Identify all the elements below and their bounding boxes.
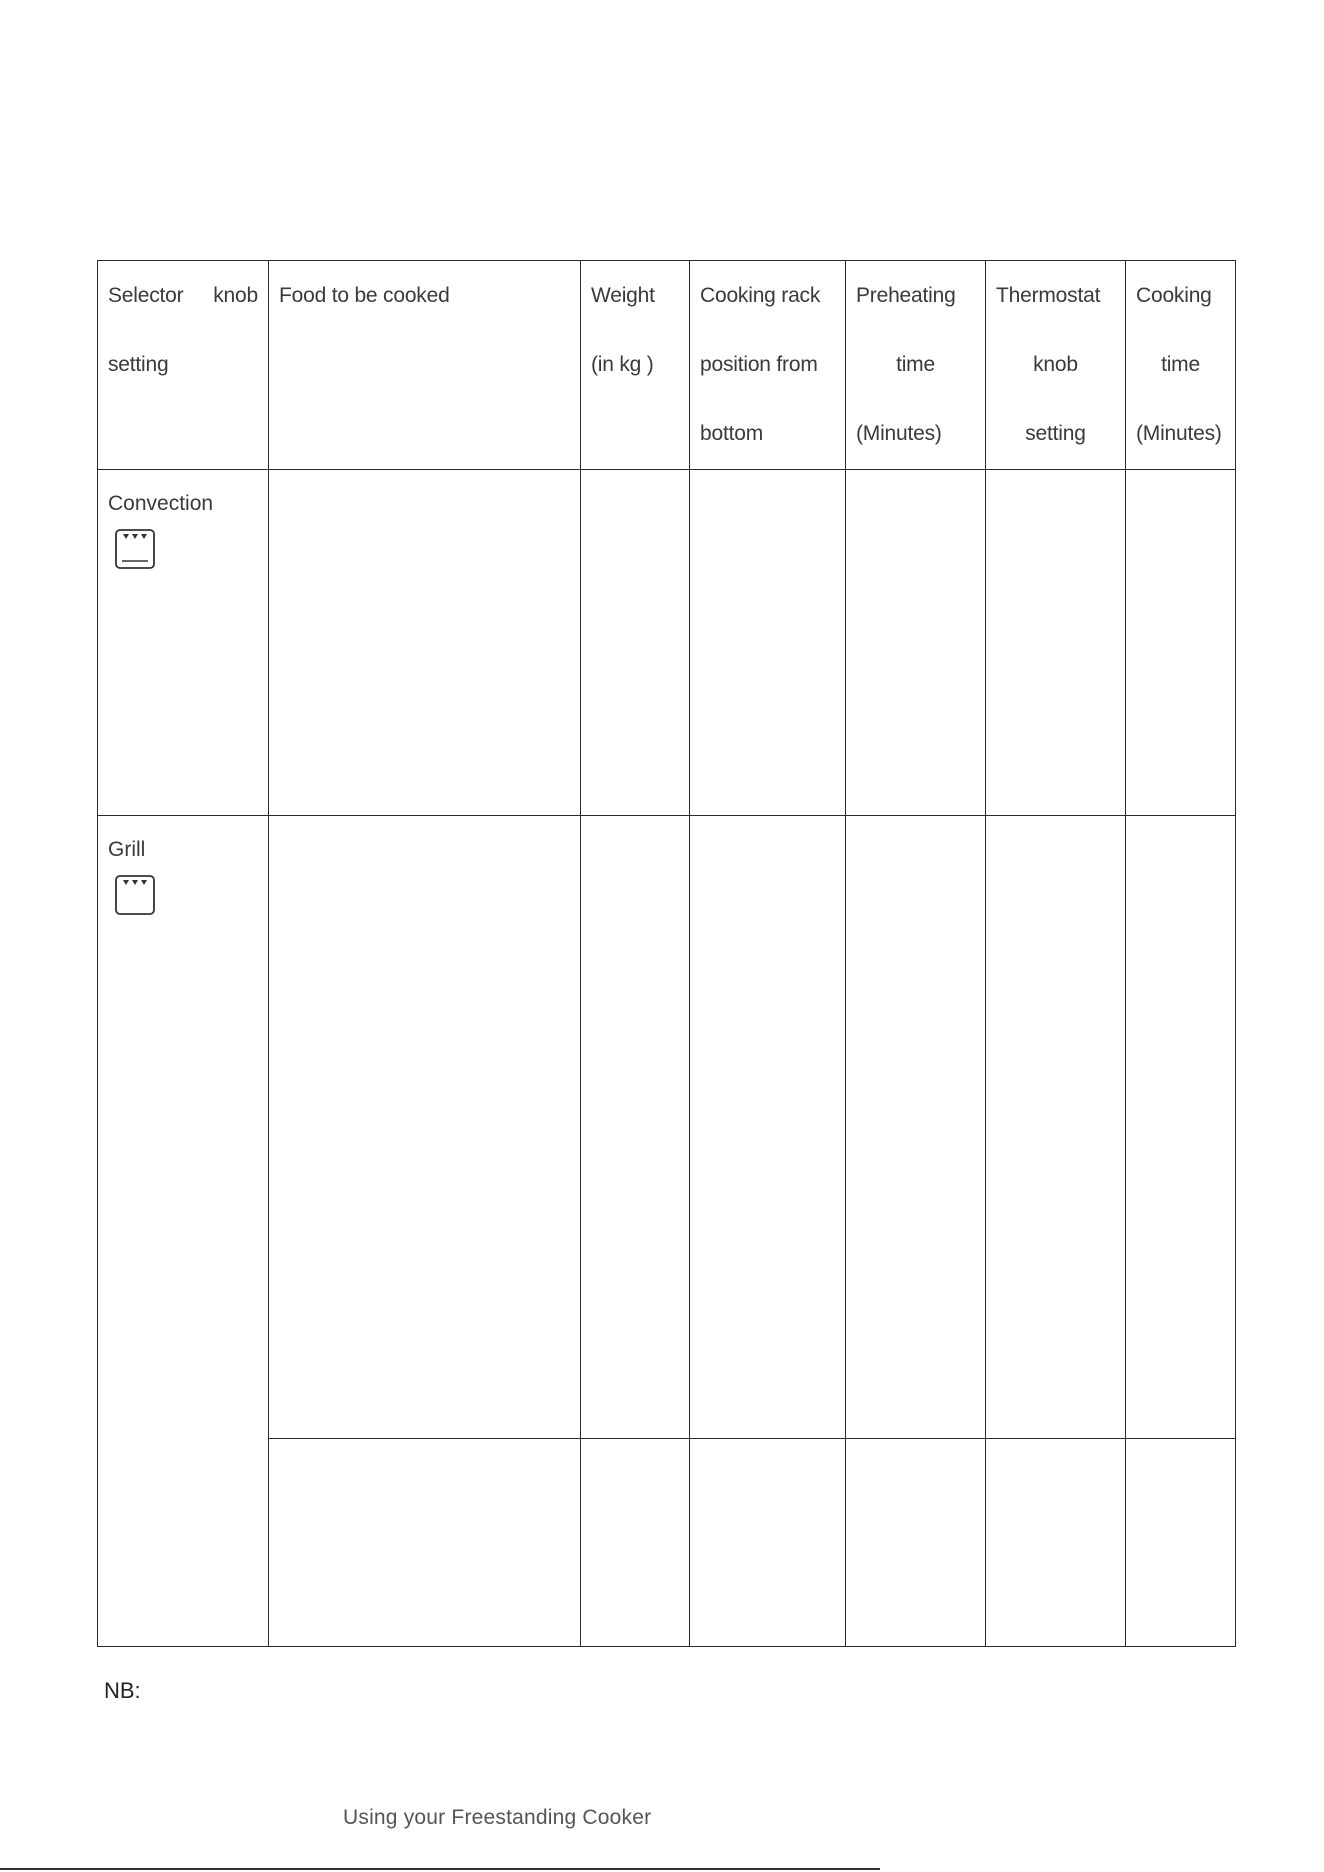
header-thermostat-line-1: Thermostat [996, 284, 1101, 307]
header-cooking-line-2: time [1161, 353, 1200, 376]
header-cooking-time [1126, 261, 1236, 470]
grill-thermostat-cell-1 [986, 816, 1126, 1439]
mode-label-convection: Convection [108, 492, 214, 515]
header-food [269, 261, 581, 470]
header-weight-line-2: (in kg ) [591, 353, 654, 376]
header-preheat [846, 261, 986, 470]
header-weight [581, 261, 690, 470]
header-cooking-line-1: Cooking [1136, 284, 1212, 307]
header-selector-word-3: setting [108, 353, 169, 376]
table-row-grill-2 [98, 1439, 1236, 1647]
grill-preheat-cell-1 [846, 816, 986, 1439]
page-footer-title: Using your Freestanding Cooker [343, 1806, 652, 1829]
grill-food-cell-2 [269, 1439, 581, 1647]
header-selector-word-1: Selector [108, 284, 184, 307]
grill-rack-cell-2 [690, 1439, 846, 1647]
cooking-table [97, 260, 1236, 1647]
convection-thermostat-cell [986, 470, 1126, 816]
header-preheat-line-2: time [896, 353, 935, 376]
convection-time-cell [1126, 470, 1236, 816]
header-thermostat-line-2: knob [1033, 353, 1078, 376]
oven-grill-icon [114, 874, 156, 916]
header-weight-line-1: Weight [591, 284, 655, 307]
header-preheat-line-3: (Minutes) [856, 422, 942, 445]
mode-label-grill: Grill [108, 838, 146, 861]
table-row-convection [98, 470, 1236, 816]
convection-rack-cell [690, 470, 846, 816]
header-thermostat-line-3: setting [1025, 422, 1086, 445]
note-label: NB: [104, 1678, 141, 1703]
header-selector [98, 261, 269, 470]
header-rack-line-2: position from [700, 353, 818, 376]
convection-food-cell [269, 470, 581, 816]
footer-rule [0, 1868, 880, 1870]
grill-time-cell-2 [1126, 1439, 1236, 1647]
header-rack-line-1: Cooking rack [700, 284, 821, 307]
grill-rack-cell-1 [690, 816, 846, 1439]
grill-food-cell-1 [269, 816, 581, 1439]
header-cooking-line-3: (Minutes) [1136, 422, 1222, 445]
header-selector-word-2: knob [213, 284, 258, 307]
header-rack [690, 261, 846, 470]
header-food-label: Food to be cooked [279, 284, 450, 307]
grill-thermostat-cell-2 [986, 1439, 1126, 1647]
header-rack-line-3: bottom [700, 422, 763, 445]
header-thermostat [986, 261, 1126, 470]
grill-weight-cell-2 [581, 1439, 690, 1647]
mode-cell-convection [98, 470, 269, 816]
convection-weight-cell [581, 470, 690, 816]
header-preheat-line-1: Preheating [856, 284, 956, 307]
grill-preheat-cell-2 [846, 1439, 986, 1647]
table-row-grill [98, 816, 1236, 1439]
mode-cell-grill [98, 816, 269, 1647]
convection-preheat-cell [846, 470, 986, 816]
grill-weight-cell-1 [581, 816, 690, 1439]
grill-time-cell-1 [1126, 816, 1236, 1439]
table-header-row [98, 261, 1236, 470]
oven-convection-icon [114, 528, 156, 570]
